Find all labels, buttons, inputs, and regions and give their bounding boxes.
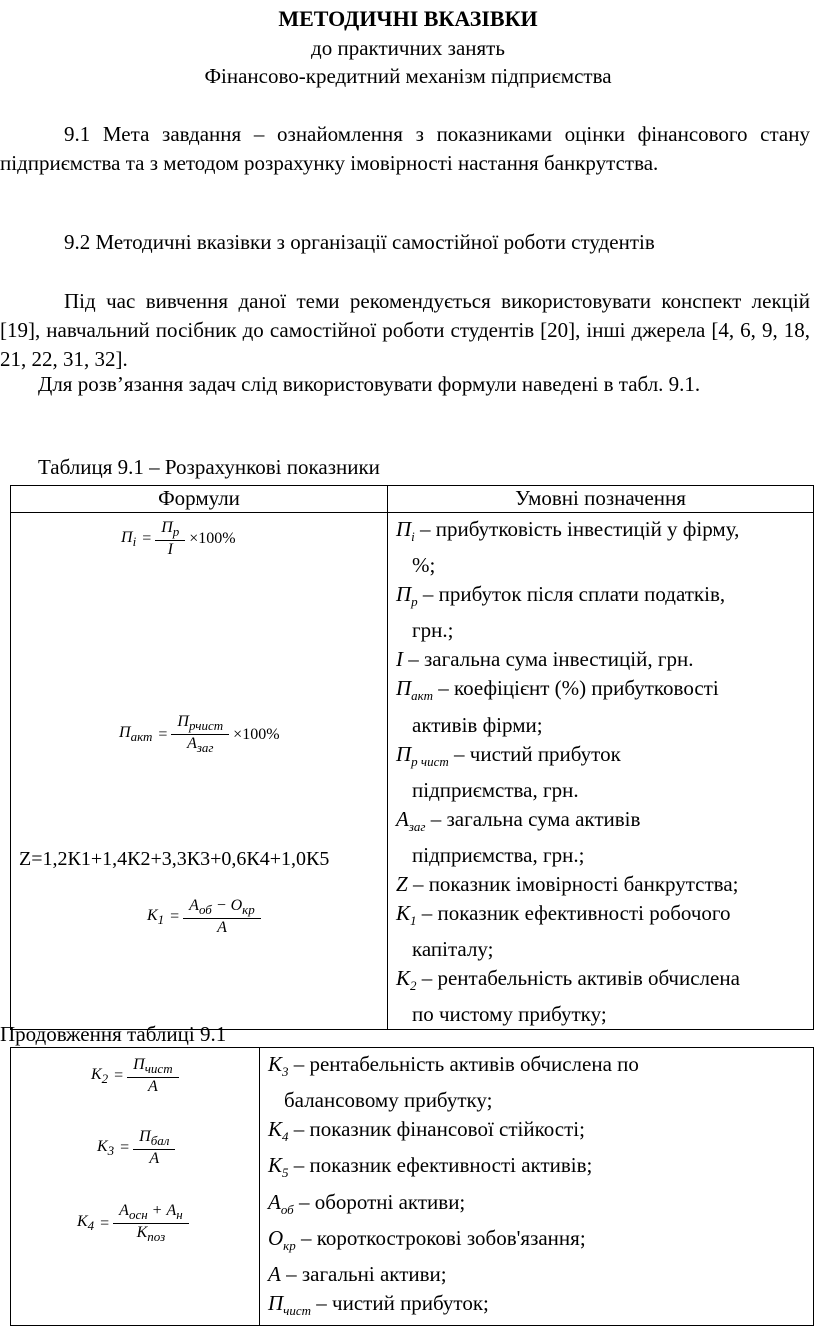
table1-definitions-list	[396, 515, 813, 1029]
definition-text: – загальна сума інвестицій, грн.	[403, 647, 694, 672]
formula-k1: $К_1$ = $\frac{А_{об} - О_{кр}}{А}$	[147, 897, 261, 937]
definition-item	[268, 1188, 813, 1224]
definition-symbol-subscript: 5	[281, 1165, 289, 1181]
paragraph-goal: 9.1 Мета завдання – ознайомлення з показниками оцінки фінансового стану підприємства та з методом розрахунку імовірності настання банкрутства.	[0, 122, 810, 175]
definition-text: – показник ефективності робочого	[416, 900, 731, 925]
formula-pakt: $П_{акт}$ = $\frac{П_{рчист}}{А_{заг}}$ ×100%	[119, 713, 280, 756]
table1-body-row	[11, 513, 814, 1030]
definition-symbol: К	[268, 1153, 282, 1178]
definition-text: – показник фінансової стійкості;	[288, 1117, 585, 1142]
definition-text-continued: підприємства, грн.	[412, 777, 579, 802]
definition-symbol: Z	[396, 871, 408, 896]
table1-col-formulas: Формули	[11, 486, 388, 513]
table2-body-row	[11, 1048, 814, 1326]
formula-k2: $К_2$ = $\frac{П_{чист}}{А}$	[91, 1056, 179, 1096]
definition-symbol-subscript: кр	[283, 1237, 296, 1253]
table2-definitions-cell	[260, 1048, 814, 1326]
definition-item	[268, 1224, 813, 1260]
definition-symbol-subscript: акт	[411, 688, 433, 704]
formula-k3: $К_3$ = $\frac{П_{бал}}{А}$	[97, 1128, 175, 1168]
definition-symbol-subscript: р	[411, 594, 418, 610]
definition-text: – прибутковість інвестицій у фірму,	[414, 517, 740, 541]
definition-item	[268, 1050, 813, 1115]
document-topic: Фінансово-кредитний механізм підприємства	[204, 64, 612, 88]
definition-symbol-subscript: 2	[409, 978, 417, 994]
definition-symbol: К	[268, 1052, 282, 1076]
table1-formulas-cell	[11, 513, 388, 1030]
definition-symbol: І	[396, 647, 403, 672]
formula-z: Z=1,2К1+1,4К2+3,3К3+0,6К4+1,0К5	[19, 848, 330, 870]
definition-text: – оборотні активи;	[293, 1189, 466, 1214]
definition-symbol-subscript: р чист	[411, 753, 449, 769]
table1-col-notation: Умовні позначення	[388, 486, 814, 513]
definition-text: – загальні активи;	[280, 1261, 447, 1286]
definition-text: – чистий прибуток;	[311, 1290, 489, 1315]
definition-symbol-subscript: і	[411, 529, 415, 545]
definition-text: – коефіцієнт (%) прибутковості	[432, 676, 719, 701]
definition-text: – чистий прибуток	[448, 741, 621, 766]
definition-text: – показник імовірності банкрутства;	[407, 871, 739, 896]
document-title: МЕТОДИЧНІ ВКАЗІВКИ	[278, 6, 538, 31]
definition-item	[396, 580, 813, 645]
document-subtitle: до практичних занять	[311, 36, 505, 60]
definition-symbol: О	[268, 1225, 284, 1250]
definition-item	[396, 674, 813, 739]
definition-text-continued: балансовому прибутку;	[284, 1088, 493, 1113]
definition-text-continued: %;	[412, 553, 436, 578]
paragraph-sources: Під час вивчення даної теми рекомендується використовувати конспект лекцій [19], навчальний посібник до самостійної роботи студентів [20], інші джерела [4, 6, 9, 18, 21, 22, 31, 32].	[0, 289, 810, 371]
definition-text-continued: підприємства, грн.;	[412, 842, 585, 867]
definition-text: – рентабельність активів обчислена	[416, 966, 740, 991]
definition-symbol: П	[396, 517, 412, 541]
definition-symbol: П	[268, 1290, 284, 1315]
definition-symbol-subscript: чист	[283, 1303, 312, 1319]
table2-definitions-list	[268, 1050, 813, 1325]
definition-text-continued: грн.;	[412, 618, 454, 643]
definition-item	[396, 805, 813, 870]
table2-caption: Продовження таблиці 9.1	[0, 1022, 227, 1046]
definition-symbol-subscript: об	[280, 1201, 294, 1217]
definition-symbol: П	[396, 741, 412, 766]
definition-symbol-subscript: 1	[409, 913, 417, 929]
definition-text: – прибуток після сплати податків,	[417, 582, 726, 607]
definition-text: – короткострокові зобов'язання;	[295, 1225, 586, 1250]
definition-item	[396, 899, 813, 964]
definition-item	[268, 1289, 813, 1325]
definition-item	[396, 645, 813, 674]
formula-pi: $П_i$ = $\frac{П_р}{I}$ ×100%	[121, 519, 236, 559]
paragraph-formulas-note: Для розв’язання задач слід використовувати формули наведені в табл. 9.1.	[38, 372, 701, 396]
definition-item	[396, 964, 813, 1029]
definition-item	[268, 1115, 813, 1151]
definition-item	[268, 1151, 813, 1187]
definition-text-continued: капіталу;	[412, 937, 494, 962]
table1	[10, 485, 814, 1030]
definition-text: – загальна сума активів	[425, 806, 641, 831]
table1-definitions-cell	[388, 513, 814, 1030]
table2	[10, 1047, 814, 1326]
formula-k4: $К_4$ = $\frac{А_{осн} + А_н}{К_{поз}}$	[77, 1202, 189, 1245]
definition-symbol: К	[396, 900, 410, 925]
table1-caption: Таблиця 9.1 – Розрахункові показники	[38, 455, 380, 479]
definition-symbol-subscript: заг	[408, 818, 426, 834]
definition-symbol-subscript: 3	[281, 1064, 289, 1080]
definition-symbol-subscript: 4	[281, 1129, 289, 1145]
definition-text: – показник ефективності активів;	[288, 1153, 593, 1178]
definition-symbol: А	[268, 1189, 281, 1214]
definition-symbol: А	[396, 806, 409, 831]
definition-symbol: К	[396, 966, 410, 991]
definition-symbol: К	[268, 1117, 282, 1142]
definition-symbol: П	[396, 582, 412, 607]
definition-item	[268, 1260, 813, 1289]
paragraph-guidelines-heading: 9.2 Методичні вказівки з організації самостійної роботи студентів	[64, 230, 655, 254]
definition-item	[396, 870, 813, 899]
table1-header-row	[11, 486, 814, 513]
definition-item	[396, 740, 813, 805]
definition-text-continued: активів фірми;	[412, 712, 543, 737]
definition-text-continued: по чистому прибутку;	[412, 1002, 607, 1027]
definition-text: – рентабельність активів обчислена по	[288, 1052, 639, 1076]
definition-symbol: А	[268, 1261, 281, 1286]
definition-item	[396, 515, 813, 580]
table2-formulas-cell	[11, 1048, 260, 1326]
definition-symbol: П	[396, 676, 412, 701]
